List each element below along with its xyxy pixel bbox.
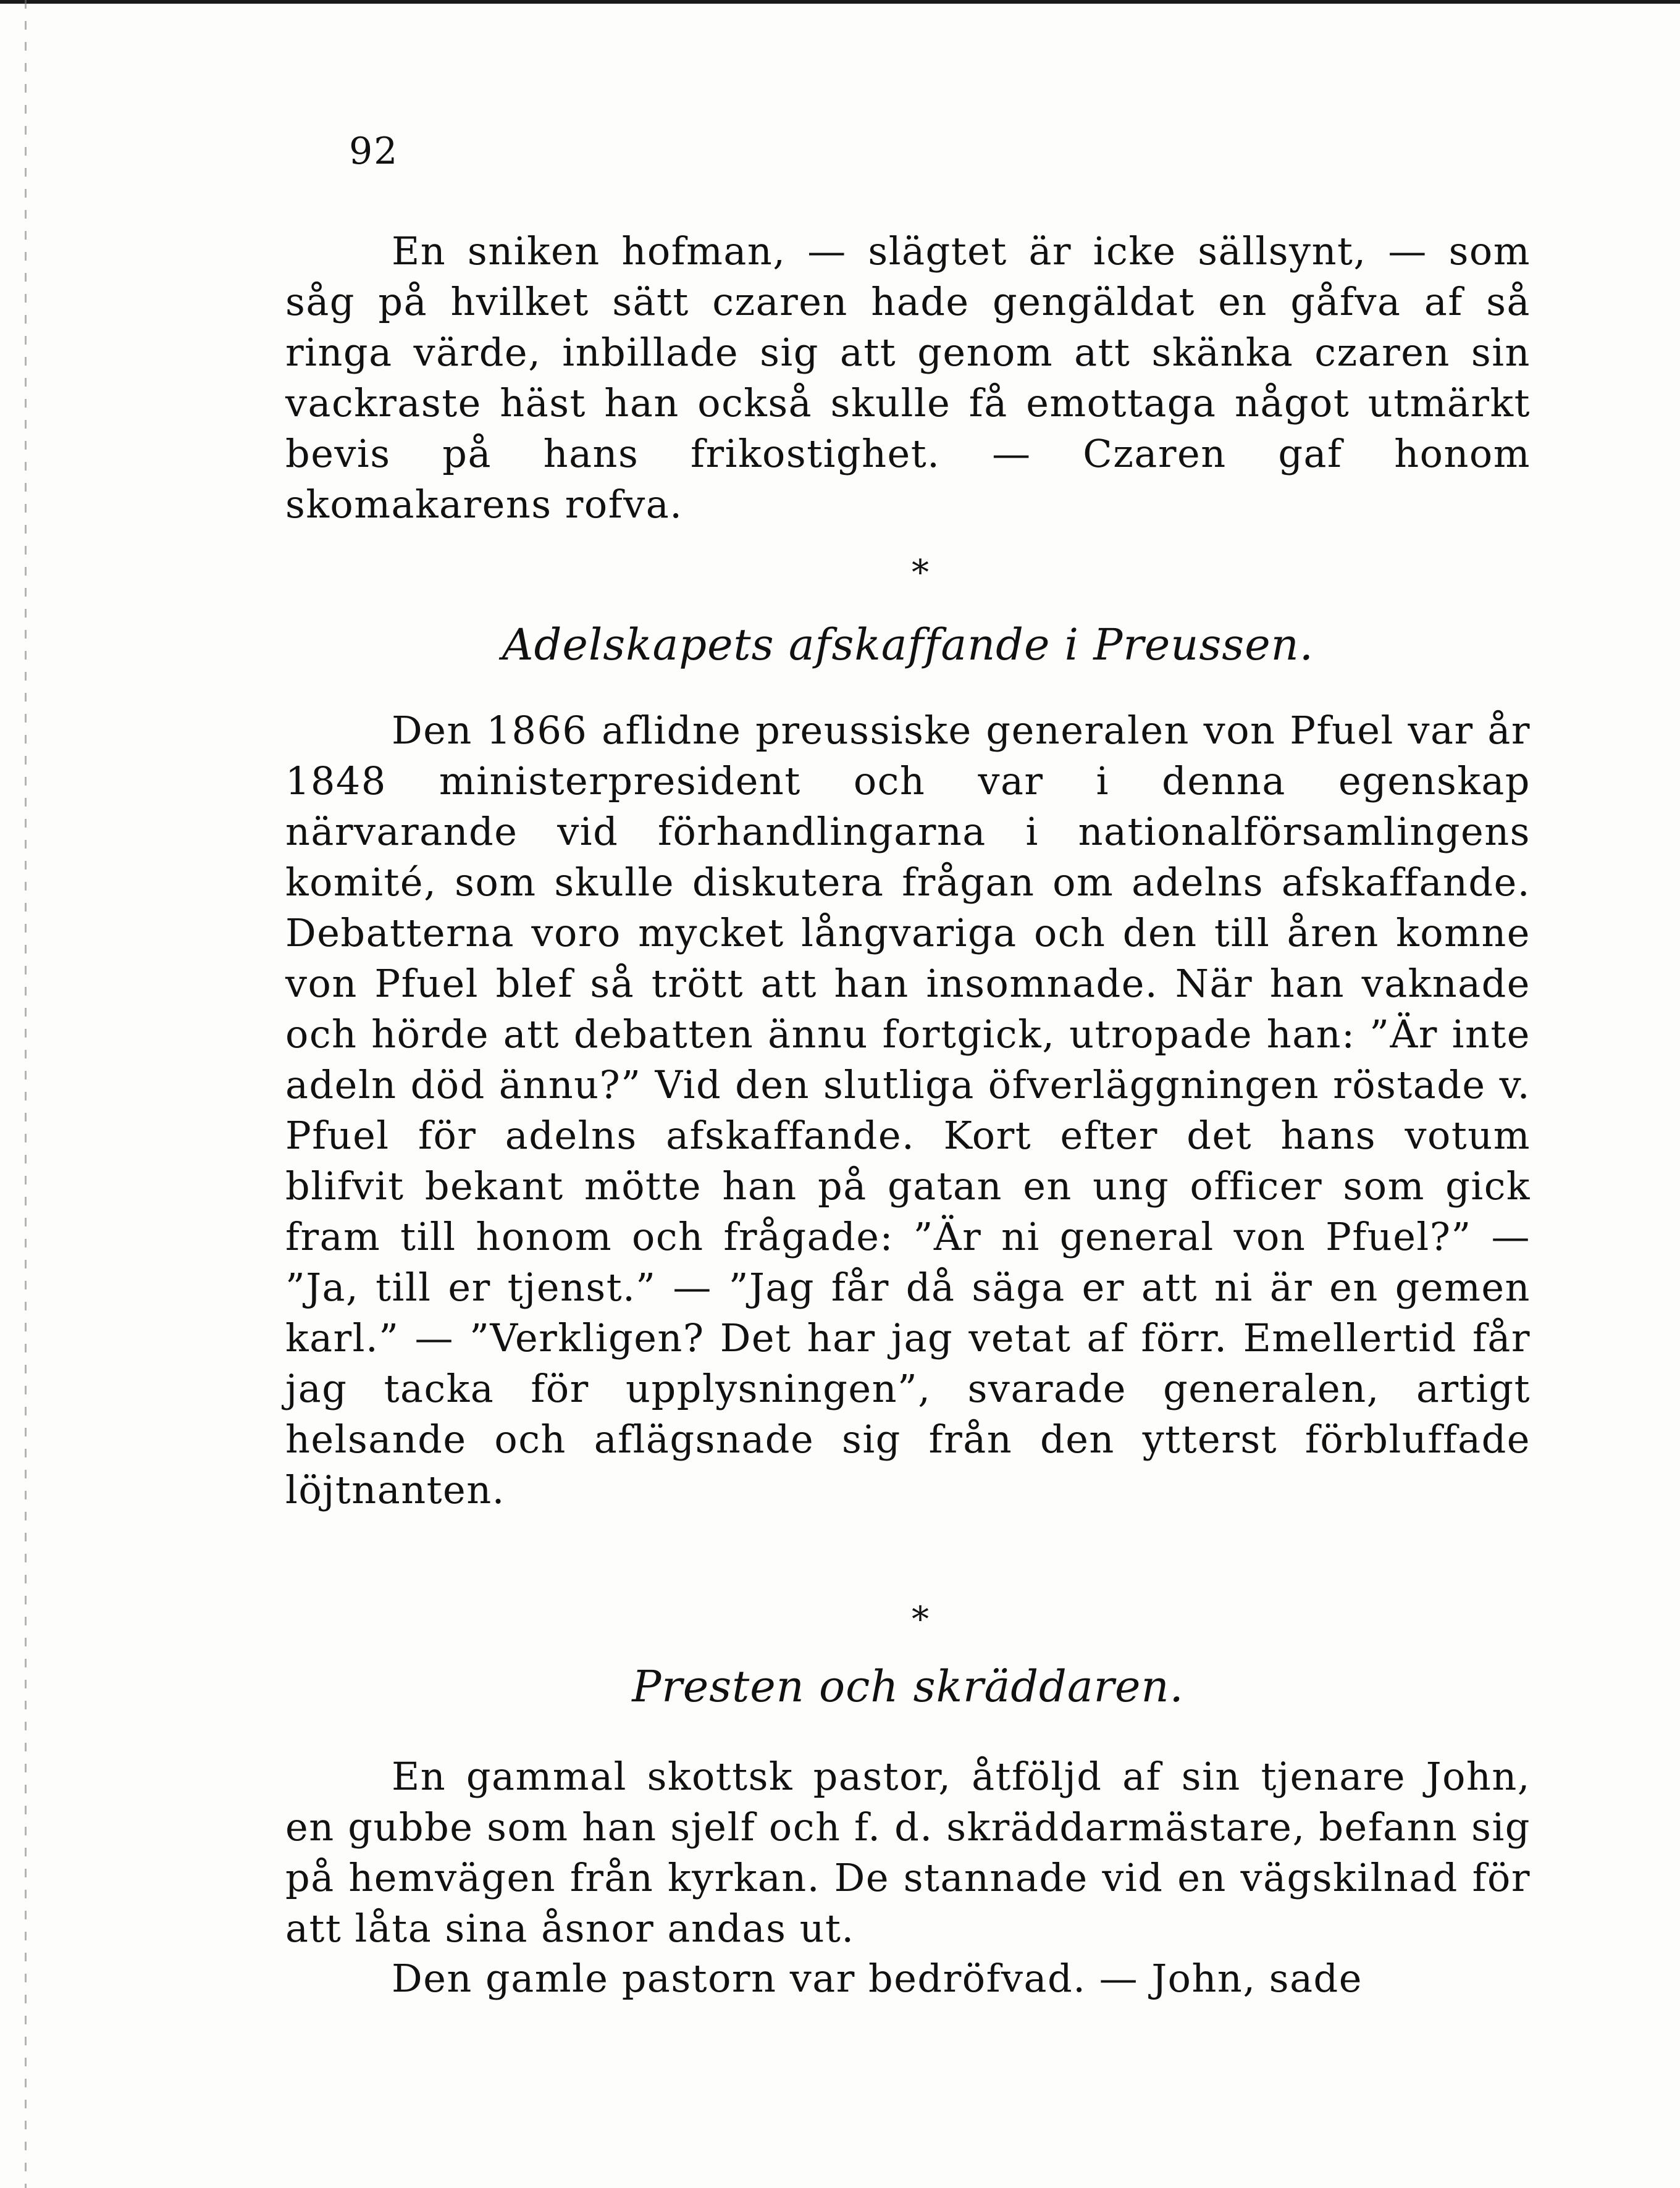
section-separator: * bbox=[912, 553, 929, 593]
paragraph-von-pfuel: Den 1866 aflidne preussiske generalen von Pfuel var år 1848 ministerpresident och var i denna egenskap närvarande vid förhandlingarna i nationalförsamlingens komité, som skulle diskutera frågan om adelns afskaffande. Debatterna voro mycket långvariga och den till åren komne von Pfuel blef så trött att han insomnade. När han vaknade och hörde att debatten ännu fortgick, utropade han: ”Är inte adeln död ännu?” Vid den slutliga öfverläggningen röstade v. Pfuel för adelns afskaffande. Kort efter det hans votum blifvit bekant mötte han på gatan en ung officer som gick fram till honom och frågade: ”Är ni general von Pfuel?” — ”Ja, till er tjenst.” — ”Jag får då säga er att ni är en gemen karl.” — ”Verkligen? Det har jag vetat af förr. Emellertid får jag tacka för upplysningen”, svarade generalen, artigt helsande och aflägsnade sig från den ytterst förbluffade löjtnanten. bbox=[285, 708, 1531, 1512]
scan-edge-top bbox=[0, 0, 1680, 4]
paragraph-hofman: En sniken hofman, — slägtet är icke sällsynt, — som såg på hvilket sätt czaren hade gengäldat en gåfva af så ringa värde, inbillade sig att genom att skänka czaren sin vackraste häst han också skulle få emottaga något utmärkt bevis på hans frikostighet. — Czaren gaf honom skomakarens rofva. bbox=[285, 228, 1531, 527]
paragraph-pastorn: Den gamle pastorn var bedröfvad. — John, sade bbox=[392, 1956, 1363, 2001]
paragraph-pastor: En gammal skottsk pastor, åtföljd af sin tjenare John, en gubbe som han sjelf och f. d. skräddarmästare, befann sig på hemvägen från kyrkan. De stannade vid en vägskilnad för att låta sina åsnor andas ut. bbox=[285, 1754, 1531, 1951]
section-title-adelskapets: Adelskapets afskaffande i Preussen. bbox=[502, 619, 1314, 670]
section-separator: * bbox=[912, 1599, 929, 1640]
scan-edge-left bbox=[25, 0, 27, 2188]
page-number: 92 bbox=[349, 130, 399, 173]
section-title-presten: Presten och skräddaren. bbox=[632, 1661, 1184, 1712]
